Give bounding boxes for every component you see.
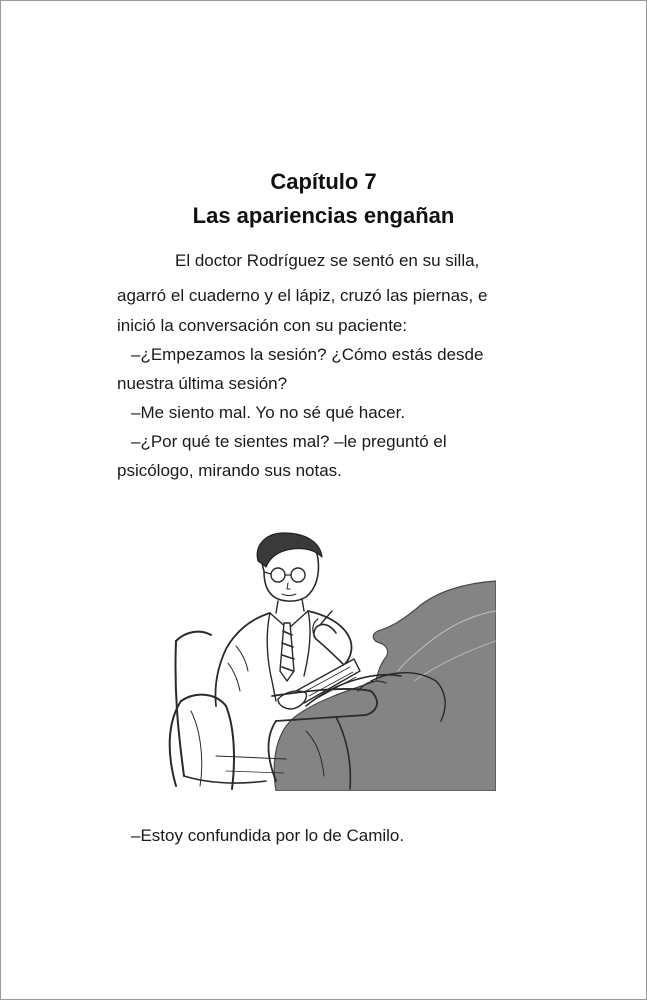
chapter-heading bbox=[1, 165, 646, 233]
psychologist-session-drawing-icon bbox=[166, 531, 496, 791]
dialogue-line: –¿Empezamos la sesión? ¿Cómo estás desde bbox=[131, 345, 484, 364]
chapter-number: Capítulo 7 bbox=[270, 169, 377, 194]
psychologist-session-illustration bbox=[166, 531, 496, 791]
paragraph-line: El doctor Rodríguez se sentó en su silla, bbox=[175, 251, 480, 270]
chapter-title: Las apariencias engañan bbox=[192, 203, 455, 228]
paragraph-line: agarró el cuaderno y el lápiz, cruzó las piernas, e bbox=[117, 286, 488, 305]
dialogue-line: –Estoy confundida por lo de Camilo. bbox=[131, 826, 405, 845]
paragraph-line: inició la conversación con su paciente: bbox=[117, 316, 408, 335]
dialogue-line: nuestra última sesión? bbox=[117, 374, 288, 393]
dialogue-line: psicólogo, mirando sus notas. bbox=[117, 461, 342, 480]
dialogue-line: –Me siento mal. Yo no sé qué hacer. bbox=[131, 403, 406, 422]
dialogue-line: –¿Por qué te sientes mal? –le preguntó el bbox=[131, 432, 447, 451]
